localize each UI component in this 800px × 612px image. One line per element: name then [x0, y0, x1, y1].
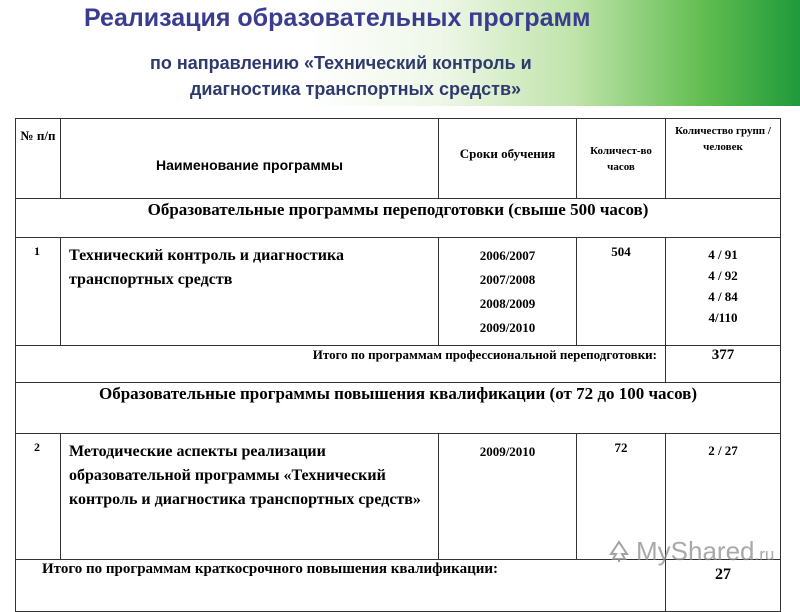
program-hours: 72: [577, 434, 666, 560]
term-value: 2007/2008: [479, 272, 536, 287]
watermark: [608, 536, 774, 567]
subtitle-line-1: по направлению «Технический контроль и: [150, 53, 532, 73]
groups-value: 4 / 92: [708, 268, 738, 283]
section-row: [16, 383, 781, 434]
program-name: Технический контроль и диагностика транспортных средств: [61, 238, 439, 346]
program-hours: 504: [577, 238, 666, 346]
slide-subtitle: [150, 50, 770, 102]
total-value: 27: [666, 560, 781, 612]
groups-value: 2 / 27: [708, 443, 738, 458]
watermark-brand: MyShared: [636, 536, 755, 566]
section-title: Образовательные программы повышения квалификации (от 72 до 100 часов): [16, 383, 781, 434]
groups-value: 4 / 91: [708, 247, 738, 262]
section-row: [16, 199, 781, 238]
program-groups: [666, 238, 781, 346]
total-label: Итого по программам краткосрочного повышения квалификации:: [16, 560, 666, 612]
table-header-row: [16, 119, 781, 199]
header-num: № п/п: [16, 119, 61, 199]
header-term: Сроки обучения: [439, 119, 577, 199]
tree-icon: [608, 540, 630, 562]
term-value: 2009/2010: [479, 444, 536, 459]
section-title: Образовательные программы переподготовки (свыше 500 часов): [16, 199, 781, 238]
total-label: Итого по программам профессиональной переподготовки:: [16, 346, 666, 383]
subtitle-line-2: диагностика транспортных средств»: [190, 79, 522, 99]
watermark-suffix: .ru: [754, 545, 775, 564]
total-row: [16, 560, 781, 612]
header-groups: Количество групп / человек: [666, 119, 781, 199]
groups-value: 4 / 84: [708, 289, 738, 304]
header-name: Наименование программы: [61, 119, 439, 199]
table-row: [16, 238, 781, 346]
row-num: 2: [16, 434, 61, 560]
total-row: [16, 346, 781, 383]
program-terms: [439, 434, 577, 560]
term-value: 2006/2007: [479, 248, 536, 263]
term-value: 2009/2010: [479, 320, 536, 335]
row-num: 1: [16, 238, 61, 346]
program-name: Методические аспекты реализации образовательной программы «Технический контроль и диагностика транспортных средств»: [61, 434, 439, 560]
term-value: 2008/2009: [479, 296, 536, 311]
groups-value: 4/110: [708, 310, 738, 325]
program-terms: [439, 238, 577, 346]
slide-title: Реализация образовательных программ: [84, 4, 591, 32]
header-hours: Количест-во часов: [577, 119, 666, 199]
total-value: 377: [666, 346, 781, 383]
